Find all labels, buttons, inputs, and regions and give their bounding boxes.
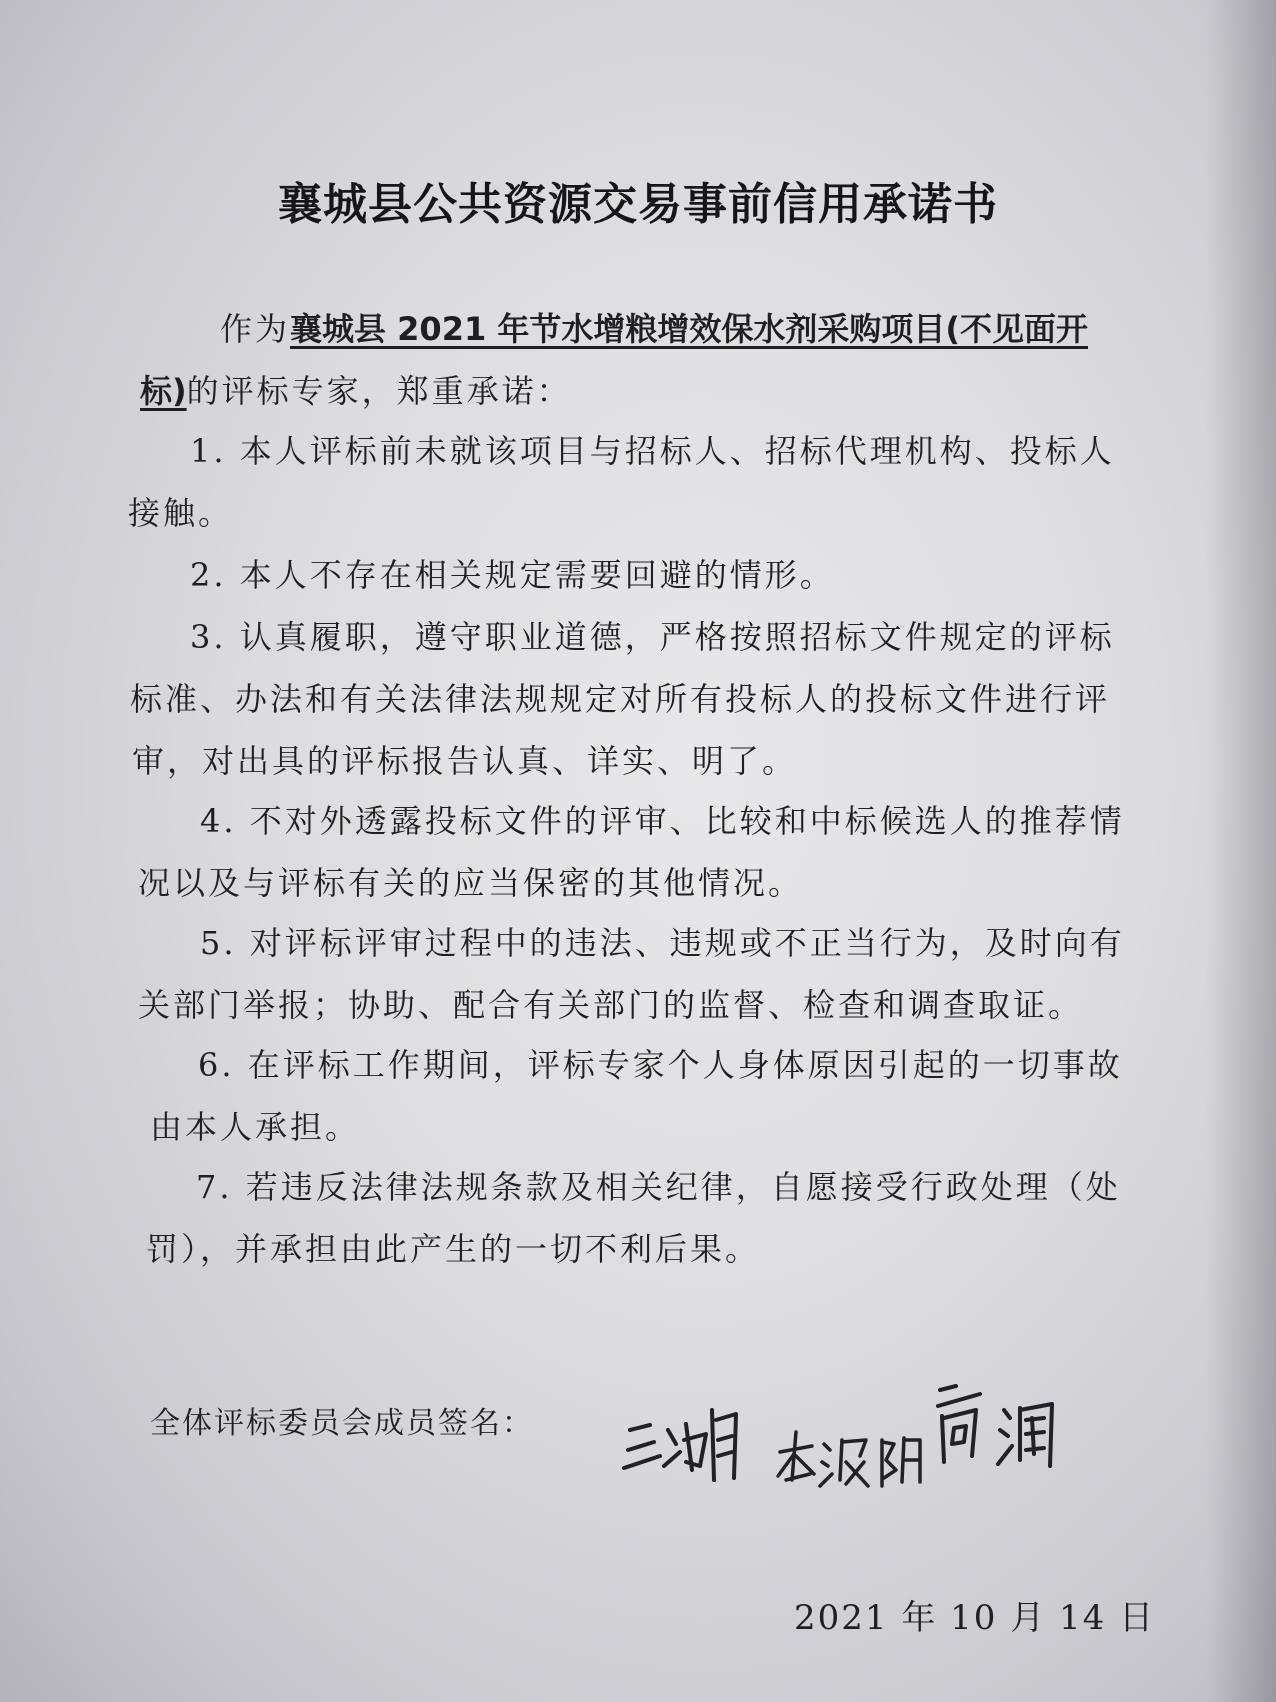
commitment-item-4-line-2: 况以及与评标有关的应当保密的其他情况。 (138, 864, 804, 902)
intro-line-1 (220, 298, 1220, 360)
commitment-item-4-line-1: 4. 不对外透露投标文件的评审、比较和中标候选人的推荐情 (200, 802, 1125, 840)
document-date: 2021 年 10 月 14 日 (794, 1598, 1156, 1638)
intro-line-2 (140, 360, 1140, 422)
commitment-item-6-line-1: 6. 在评标工作期间，评标专家个人身体原因引起的一切事故 (198, 1046, 1123, 1084)
commitment-item-1-line-2: 接触。 (128, 494, 234, 532)
document-title: 襄城县公共资源交易事前信用承诺书 (278, 179, 998, 230)
commitment-item-5-line-1: 5. 对评标评审过程中的违法、违规或不正当行为，及时向有 (200, 924, 1125, 962)
intro-suffix: 的评标专家，郑重承诺： (186, 372, 572, 410)
commitment-item-1-line-1: 1. 本人评标前未就该项目与招标人、招标代理机构、投标人 (190, 432, 1115, 470)
commitment-item-7-line-2: 罚），并承担由此产生的一切不利后果。 (146, 1230, 761, 1268)
commitment-item-2-line-1: 2. 本人不存在相关规定需要回避的情形。 (190, 556, 835, 594)
commitment-item-6-line-2: 由本人承担。 (150, 1108, 361, 1146)
page-edge-shadow (1206, 0, 1276, 1702)
signature-3 (938, 1386, 1052, 1466)
commitment-item-3-line-3: 审，对出具的评标报告认真、详实、明了。 (132, 742, 798, 780)
signature-label: 全体评标委员会成员签名： (150, 1406, 534, 1441)
signature-2 (778, 1432, 920, 1486)
handwritten-signatures (620, 1370, 1140, 1500)
commitment-item-5-line-2: 关部门举报；协助、配合有关部门的监督、检查和调查取证。 (138, 986, 1084, 1024)
intro-prefix: 作为 (220, 310, 291, 348)
project-name-part-2: 标) (140, 372, 187, 410)
commitment-item-3-line-2: 标准、办法和有关法律法规规定对所有投标人的投标文件进行评 (130, 680, 1111, 718)
signature-1 (624, 1410, 736, 1480)
project-name-part-1: 襄城县 2021 年节水增粮增效保水剂采购项目(不见面开 (290, 310, 1088, 348)
commitment-item-7-line-1: 7. 若违反法律法规条款及相关纪律，自愿接受行政处理（处 (196, 1168, 1121, 1206)
commitment-item-3-line-1: 3. 认真履职，遵守职业道德，严格按照招标文件规定的评标 (190, 618, 1115, 656)
